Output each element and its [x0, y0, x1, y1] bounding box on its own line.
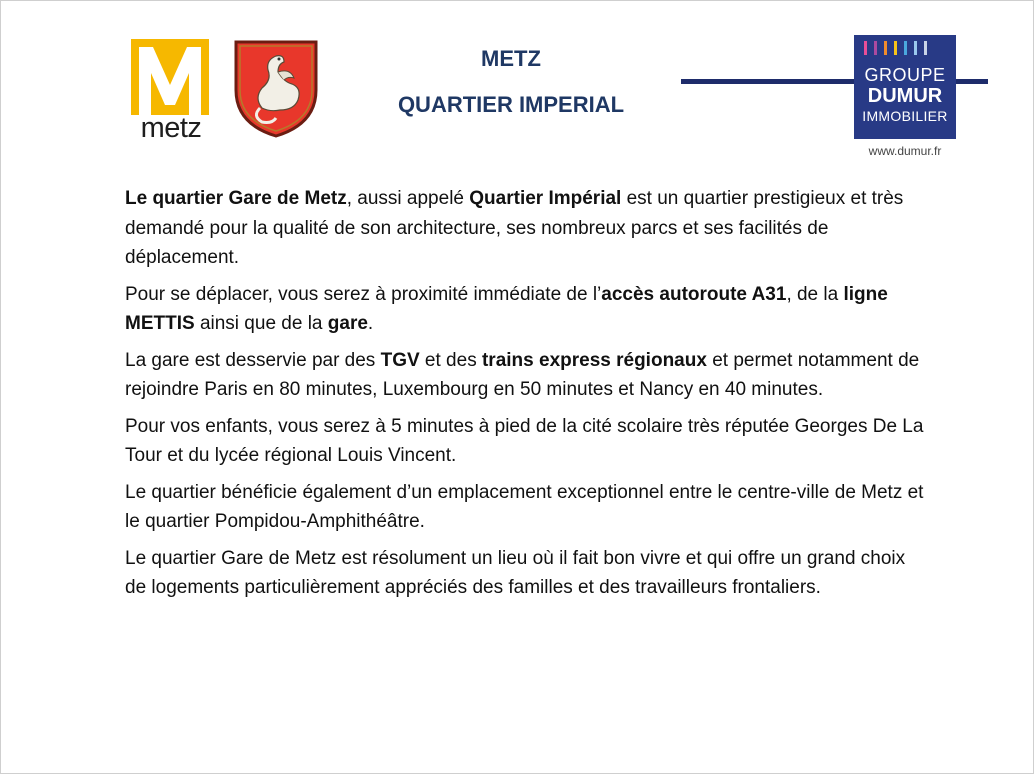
- body-paragraph: [125, 346, 925, 405]
- metz-logo-word: metz: [140, 112, 202, 144]
- page-subtitle: QUARTIER IMPERIAL: [397, 92, 625, 117]
- dumur-url: www.dumur.fr: [868, 144, 942, 158]
- dumur-color-bar: [884, 41, 887, 55]
- dumur-color-bar: [904, 41, 907, 55]
- paragraph-text: ainsi que de la: [194, 313, 328, 334]
- dumur-color-bar: [874, 41, 877, 55]
- metz-logo: [131, 39, 211, 143]
- paragraph-text: , aussi appelé: [346, 188, 470, 209]
- dumur-color-bar: [894, 41, 897, 55]
- paragraph-text: La gare est desservie par des: [125, 349, 381, 371]
- body-paragraph: [125, 544, 925, 603]
- paragraph-text: et permet notamment de rejoindre Paris en 80 minutes, Luxembourg en 50 minutes et Nancy en 40 minutes.: [125, 349, 920, 400]
- dumur-color-bar: [864, 41, 867, 55]
- body-paragraph: [125, 412, 925, 471]
- metz-coat-of-arms-icon: [232, 38, 320, 138]
- paragraph-text: Pour se déplacer, vous serez à proximité immédiate de l’: [125, 283, 602, 305]
- paragraph-text: Pour vos enfants, vous serez à 5 minutes à pied de la cité scolaire très réputée Georges De La Tour et du lycée régional Louis Vincent.: [125, 415, 924, 466]
- paragraph-text: .: [367, 313, 374, 334]
- paragraph-bold-text: Le quartier Gare de Metz: [125, 188, 347, 209]
- paragraph-text: Le quartier Gare de Metz est résolument un lieu où il fait bon vivre et qui offre un grand choix de logements particulièrement appréciés des familles et des travailleurs frontaliers.: [125, 547, 906, 598]
- paragraph-text: est un quartier prestigieux et très demandé pour la qualité de son architecture, ses nombreux parcs et ses facilités de déplacement.: [125, 188, 904, 268]
- dumur-color-bars: [864, 41, 934, 55]
- paragraph-text: Le quartier bénéficie également d’un emplacement exceptionnel entre le centre-ville de Metz et le quartier Pompidou-Amphithéâtre.: [125, 481, 924, 532]
- metz-m-icon: [131, 39, 209, 115]
- dumur-logo-line1: GROUPE: [864, 65, 946, 85]
- paragraph-text: , de la: [786, 283, 844, 305]
- title-block: [361, 44, 661, 120]
- body-paragraph: [125, 184, 925, 273]
- body-paragraph: [125, 280, 925, 339]
- body-paragraph: [125, 478, 925, 537]
- page-title: METZ: [481, 46, 541, 71]
- body-text: [125, 184, 925, 610]
- paragraph-bold-text: Quartier Impérial: [469, 188, 622, 209]
- paragraph-bold-text: trains express régionaux: [481, 349, 707, 371]
- dumur-logo: [854, 35, 956, 139]
- paragraph-bold-text: TGV: [380, 349, 420, 371]
- paragraph-bold-text: ligne METTIS: [125, 283, 888, 334]
- paragraph-bold-text: gare: [327, 313, 368, 334]
- dumur-color-bar: [914, 41, 917, 55]
- dumur-logo-line3: IMMOBILIER: [862, 108, 948, 124]
- dumur-logo-line2: DUMUR: [867, 85, 943, 107]
- paragraph-bold-text: accès autoroute A31: [601, 283, 787, 305]
- dumur-color-bar: [924, 41, 927, 55]
- paragraph-text: et des: [419, 349, 482, 371]
